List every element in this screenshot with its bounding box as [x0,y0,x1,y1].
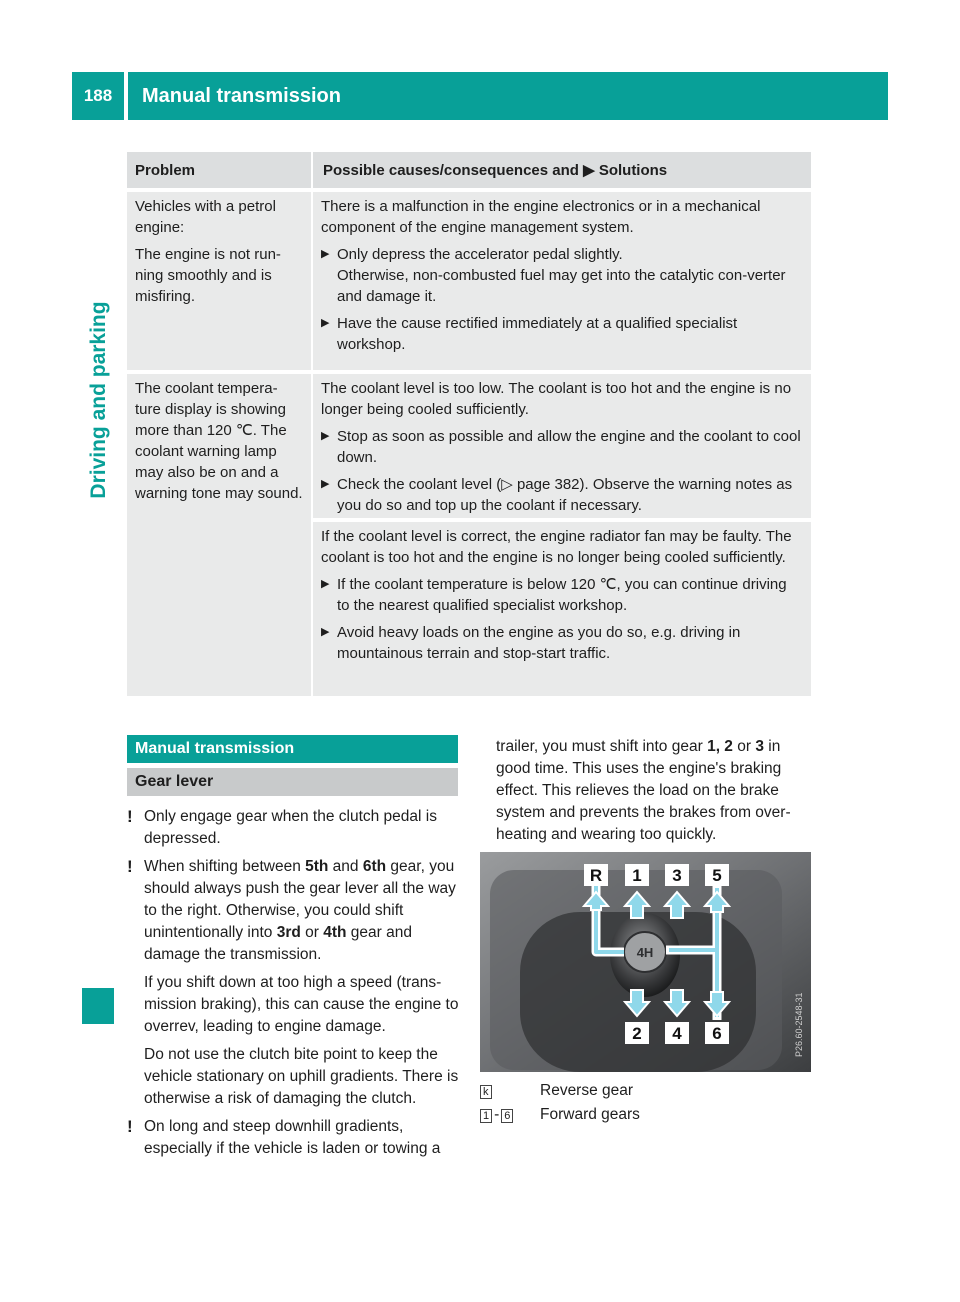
legend-item-forward [480,1104,810,1128]
row1-solution [313,192,811,370]
subsection-heading: Gear lever [127,768,458,796]
legend-key-reverse: k [480,1085,492,1099]
warning-downhill [127,1116,460,1160]
warning-downhill-text: On long and steep downhill gradients, especially if the vehicle is laden or towing a [144,1118,441,1157]
thumb-index-marker [82,988,114,1024]
gear-label-2: 2 [632,1024,642,1043]
legend-key-first: 1 [480,1109,492,1123]
legend-text-forward: Forward gears [540,1106,640,1123]
row1-step1: ▶ Only depress the accelerator pedal slightly. Otherwise, non-combusted fuel may get into the catalytic con-verter and damage it. [321,244,803,307]
troubleshooting-table [127,152,811,696]
column-header-solutions: Possible causes/consequences and ▶ Solutions [313,152,811,188]
row1-problem [127,192,311,370]
row2-solution-a [313,374,811,518]
row2-step-b2: ▶ Avoid heavy loads on the engine as you do so, e.g. driving in mountainous terrain and stop-start traffic. [321,622,803,664]
warning-shifting-text: When shifting between 5th and 6th gear, you should always push the gear lever all the way to the right. Otherwise, you could shift unintentionally into 3rd or 4th gear and damage the transmission. [144,858,456,963]
gear-lever-photo [480,852,811,1072]
para-clutch-bite: Do not use the clutch bite point to keep the vehicle stationary on uphill gradients. There is otherwise a risk of damaging the clutch. [144,1046,459,1107]
row2-problem [127,374,311,696]
gear-label-6: 6 [712,1024,722,1043]
row2-solution-b [313,522,811,696]
figure-legend [480,1080,810,1128]
page-title: Manual transmission [128,72,888,120]
warning-icon: ! [127,807,133,826]
row1-step2: ▶ Have the cause rectified immediately at a qualified specialist workshop. [321,313,803,355]
row2-step-b1: ▶ If the coolant temperature is below 120 ℃, you can continue driving to the nearest qualified specialist workshop. [321,574,803,616]
knob-shift-pattern: 4H [636,945,654,960]
row2-step-a2: ▶ Check the coolant level (▷ page 382). Observe the warning notes as you do so and top up the coolant if necessary. [321,474,803,516]
warning-icon: ! [127,857,133,876]
row2-cause-b: If the coolant level is correct, the engine radiator fan may be faulty. The coolant is too hot and the engine is no longer being cooled sufficiently. [321,528,792,566]
legend-text-reverse: Reverse gear [540,1082,634,1099]
left-column-text [127,806,460,1166]
gear-label-3: 3 [672,866,682,885]
row2-problem-text: The coolant tempera-ture display is showing more than 120 ℃. The coolant warning lamp may also be on and a warning tone may sound. [135,380,303,502]
gear-label-r: R [589,866,603,885]
section-tab-label: Driving and parking [87,301,110,499]
right-column-text: trailer, you must shift into gear 1, 2 or 3 in good time. This uses the engine's braking effect. This relieves the load on the brake system and prevents the brakes from over-heating and wearing too quickly. [496,738,791,843]
legend-item-reverse [480,1080,810,1104]
para-overrev: If you shift down at too high a speed (trans-mission braking), this can cause the engine to overrev, leading to engine damage. [144,974,459,1035]
column-header-problem: Problem [127,152,311,188]
row1-problem-line1: Vehicles with a petrol engine: [135,198,276,236]
legend-key-separator: - [494,1106,500,1123]
warning-clutch-text: Only engage gear when the clutch pedal is depressed. [144,808,437,847]
page-number: 188 [72,72,124,120]
section-tab [74,250,124,550]
section-heading: Manual transmission [127,735,458,763]
gear-label-4: 4 [672,1024,682,1043]
gear-label-1: 1 [632,866,642,885]
row1-cause: There is a malfunction in the engine electronics or in a mechanical component of the engine management system. [321,198,761,236]
row2-step-a1: ▶ Stop as soon as possible and allow the engine and the coolant to cool down. [321,426,803,468]
figure-code: P26.60-2548-31 [794,992,804,1057]
row2-cause-a: The coolant level is too low. The coolant is too hot and the engine is no longer being cooled sufficiently. [321,380,792,418]
warning-shifting [127,856,460,966]
warning-clutch [127,806,460,850]
warning-icon: ! [127,1117,133,1136]
row1-problem-line2: The engine is not run-ning smoothly and is misfiring. [135,246,281,305]
gear-shift-diagram [480,852,811,1072]
legend-key-sixth: 6 [501,1109,513,1123]
gear-label-5: 5 [712,866,722,885]
